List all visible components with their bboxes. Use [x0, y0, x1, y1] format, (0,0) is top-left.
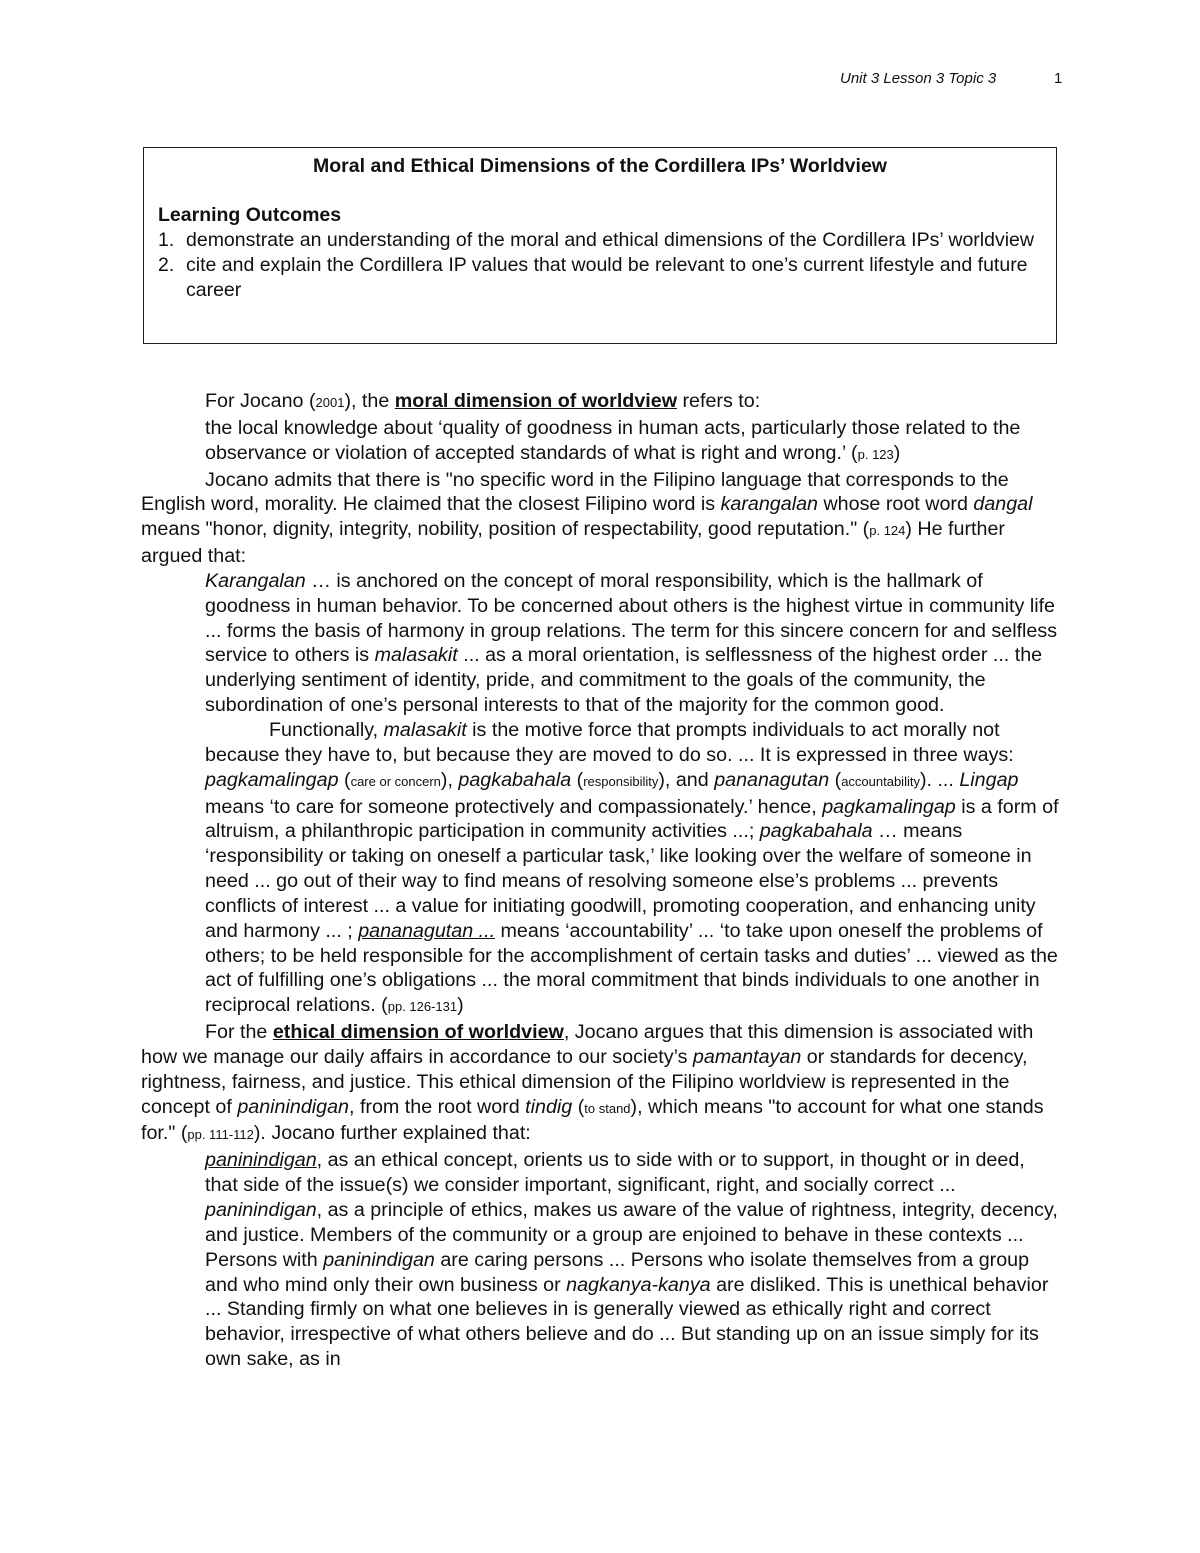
document-title: Moral and Ethical Dimensions of the Cordillera IPs’ Worldview [313, 155, 887, 177]
quote-paninindigan: paninindigan, as an ethical concept, orients us to side with or to support, in thought or in deed, that side of the issue(s) we consider important, significant, right, and socially correct ... paninindigan, as a principle of ethics, makes us aware of the value of rightness, integrity, decency, and justice. Members of the community or a group are enjoined to behave in these contexts ... Persons with paninindigan are caring persons ... Persons who isolate themselves from a group and who mind only their own business or nagkanya-kanya are disliked. This is unethical behavior ... Standing firmly on what one believes in is generally viewed as ethically right and correct behavior, irrespective of what others believe and do ... But standing up on an issue simply for its own sake, as in [205, 1149, 1058, 1371]
page-header [840, 70, 1070, 87]
quote-karangalan: Karangalan … is anchored on the concept of moral responsibility, which is the hallmark of goodness in human behavior. To be concerned about others is the highest virtue in community life ... forms the basis of harmony in group relations. The term for this sincere concern for and selfless service to others is malasakit ... as a moral orientation, is selflessness of the highest order ... the underlying sentiment of identity, pride, and commitment to the goals of the community, the subordination of one’s personal interests to that of the majority for the common good. [205, 569, 1058, 717]
learning-outcome-item [158, 253, 1042, 303]
page-number: 1 [1054, 70, 1063, 87]
term-moral-dimension: moral dimension of worldview [394, 390, 678, 412]
paragraph-karangalan: Jocano admits that there is "no specific word in the Filipino language that corresponds to the English word, morality. He claimed that the closest Filipino word is karangalan whose root word dangal means "honor, dignity, integrity, nobility, position of respectability, good reputation." (p. 124) He further argued that: [141, 468, 1033, 568]
learning-outcomes-heading: Learning Outcomes [158, 204, 342, 226]
outcome-text: demonstrate an understanding of the moral and ethical dimensions of the Cordillera IPs’ worldview [186, 229, 1034, 251]
term-ethical-dimension: ethical dimension of worldview [272, 1021, 564, 1044]
quote-local-knowledge: the local knowledge about ‘quality of goodness in human acts, particularly those related to the observance or violation of accepted standards of what is right and wrong.’ (p. 123) [205, 416, 1021, 464]
header-topic: Unit 3 Lesson 3 Topic 3 [840, 70, 997, 87]
document-body [141, 389, 1061, 1372]
outcome-text: cite and explain the Cordillera IP values that would be relevant to one’s current lifestyle and future career [186, 254, 1028, 301]
outcome-number: 2. [158, 254, 175, 276]
learning-outcome-item [158, 228, 1042, 253]
outcome-number: 1. [158, 229, 175, 251]
paragraph-ethical-intro: For the ethical dimension of worldview, Jocano argues that this dimension is associated with how we manage our daily affairs in accordance to our society’s pamantayan or standards for decency, rightness, fairness, and justice. This ethical dimension of the Filipino worldview is represented in the concept of paninindigan, from the root word tindig (to stand), which means "to account for what one stands for." (pp. 111-112). Jocano further explained that: [141, 1021, 1044, 1145]
paragraph-moral-intro: For Jocano (2001), the moral dimension of worldview refers to: [205, 390, 761, 412]
quote-malasakit: Functionally, malasakit is the motive force that prompts individuals to act morally not because they have to, but because they are moved to do so. ... It is expressed in three ways: pagkamalingap (care or concern), pagkabahala (responsibility), and pananagutan (accountability). ... Lingap means ‘to care for someone protectively and compassionately.’ hence, pagkamalingap is a form of altruism, a philanthropic participation in community activities ...; pagkabahala … means ‘responsibility or taking on oneself a particular task,’ like looking over the welfare of someone in need ... go out of their way to find means of resolving someone else’s problems ... prevents conflicts of interest ... a value for initiating goodwill, promoting cooperation, and enhancing unity and harmony ... ; pananagutan ... means ‘accountability’ ... ‘to take upon oneself the problems of others; to be held responsible for the accomplishment of certain tasks and duties’ ... viewed as the act of fulfilling one’s obligations ... the moral commitment that binds individuals to one another in reciprocal relations. (pp. 126-131) [205, 718, 1059, 1017]
learning-outcomes-box [143, 147, 1057, 344]
